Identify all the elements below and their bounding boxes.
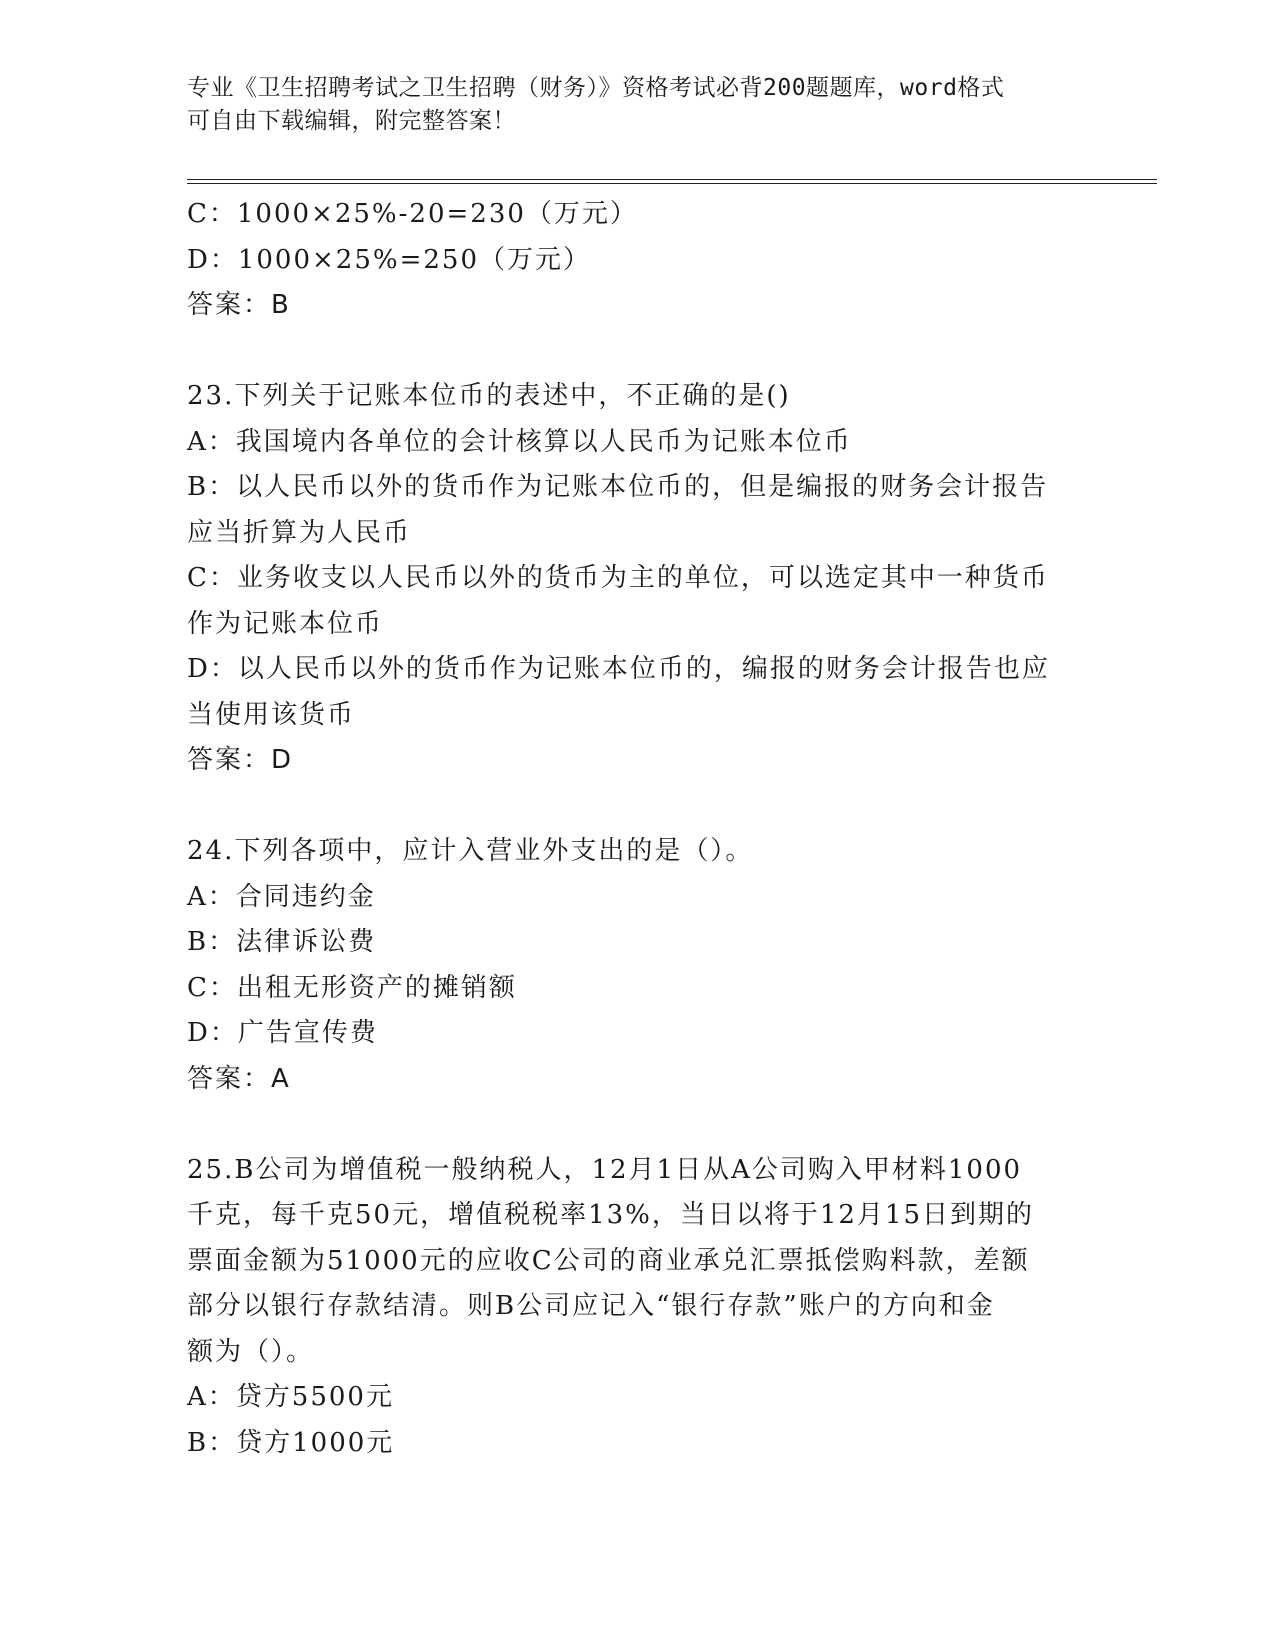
q23-option-b-line-1: B：以人民币以外的货币作为记账本位币的，但是编报的财务会计报告 (187, 472, 1049, 502)
q25-option-a: A：贷方5500元 (187, 1382, 394, 1412)
q23-option-c-line-1: C：业务收支以人民币以外的货币为主的单位，可以选定其中一种货币 (187, 563, 1049, 593)
q25-stem-line-3: 票面金额为51000元的应收C公司的商业承兑汇票抵偿购料款，差额 (187, 1245, 1030, 1276)
prev-answer: 答案：B (187, 290, 291, 320)
q23-option-a: A：我国境内各单位的会计核算以人民币为记账本位币 (187, 426, 852, 457)
document-header (187, 72, 1067, 138)
spacer (187, 784, 1087, 830)
q24-option-b: B：法律诉讼费 (187, 927, 377, 957)
q23-stem: 23.下列关于记账本位币的表述中，不正确的是() (187, 381, 791, 411)
prev-option-d: D：1000×25%=250（万元） (187, 244, 591, 275)
q24-option-c: C：出租无形资产的摊销额 (187, 972, 517, 1003)
spacer (187, 1102, 1087, 1148)
header-title-line-2: 可自由下载编辑，附完整答案！ (187, 108, 516, 134)
q23-option-c-line-2: 作为记账本位币 (187, 608, 384, 639)
q24-answer: 答案：A (187, 1063, 291, 1094)
q25-stem-line-2: 千克，每千克50元，增值税税率13%，当日以将于12月15日到期的 (187, 1200, 1035, 1230)
q25-stem-line-1: 25.B公司为增值税一般纳税人，12月1日从A公司购入甲材料1000 (187, 1154, 1023, 1185)
header-divider-bottom (187, 183, 1157, 184)
q24-option-d: D：广告宣传费 (187, 1018, 378, 1048)
q24-stem: 24.下列各项中，应计入营业外支出的是（）。 (187, 836, 754, 866)
header-title-line-1: 专业《卫生招聘考试之卫生招聘（财务）》资格考试必背200题题库，word格式 (187, 75, 1005, 101)
q25-stem-line-5: 额为（）。 (187, 1336, 315, 1367)
q24-option-a: A：合同违约金 (187, 881, 376, 912)
q25-option-b: B：贷方1000元 (187, 1427, 395, 1458)
prev-option-c: C：1000×25%-20=230（万元） (187, 199, 638, 229)
header-divider-top (187, 179, 1157, 180)
question-body (187, 192, 1087, 1466)
q23-option-b-line-2: 应当折算为人民币 (187, 517, 412, 548)
q23-option-d-line-2: 当使用该货币 (187, 699, 356, 730)
spacer (187, 329, 1087, 375)
q25-stem-line-4: 部分以银行存款结清。则B公司应记入“银行存款”账户的方向和金 (187, 1291, 995, 1321)
q23-answer: 答案：D (187, 745, 294, 775)
q23-option-d-line-1: D：以人民币以外的货币作为记账本位币的，编报的财务会计报告也应 (187, 654, 1050, 684)
